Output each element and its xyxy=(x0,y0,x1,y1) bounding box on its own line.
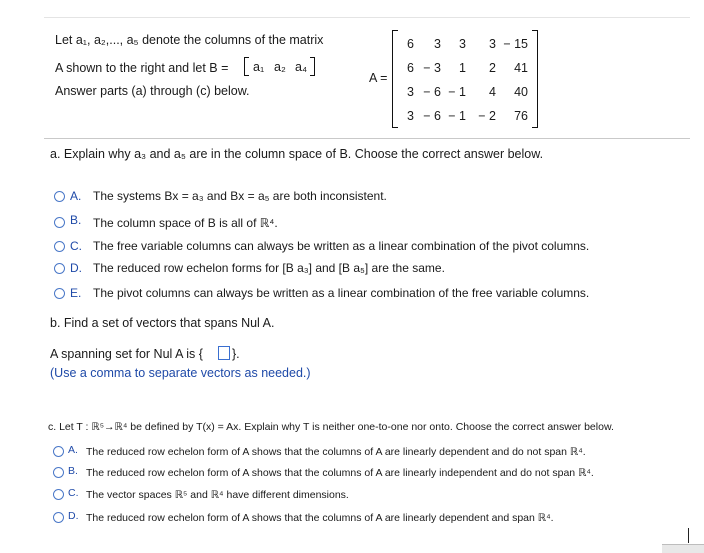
matrix-a xyxy=(392,30,538,128)
section-divider xyxy=(44,138,690,139)
part-a-option-e-text[interactable]: The pivot columns can always be written as a linear combination of the free variable columns. xyxy=(93,286,590,300)
part-c-option-a-text[interactable]: The reduced row echelon form of A shows that the columns of A are linearly dependent and do not span ℝ⁴. xyxy=(86,446,586,458)
part-c-option-d-text[interactable]: The reduced row echelon form of A shows that the columns of A are linearly dependent and span ℝ⁴. xyxy=(86,512,554,524)
part-c-option-a-radio[interactable] xyxy=(53,446,64,457)
part-a-option-e-letter: E. xyxy=(70,286,82,300)
b-col-2: a₂ xyxy=(274,60,286,74)
b-left-bracket xyxy=(244,57,249,76)
part-a-option-d-letter: D. xyxy=(70,261,82,275)
b-col-1: a₁ xyxy=(253,60,265,74)
part-b-answer-suffix: }. xyxy=(232,347,240,361)
part-c-option-b-letter: B. xyxy=(68,465,78,477)
part-a-question: a. Explain why a₃ and a₅ are in the column space of B. Choose the correct answer below. xyxy=(50,147,544,161)
matrix-cell: 6 xyxy=(407,37,414,51)
matrix-cell: 3 xyxy=(434,37,441,51)
part-b-question: b. Find a set of vectors that spans Nul A. xyxy=(50,316,275,330)
part-c-option-c-letter: C. xyxy=(68,487,79,499)
matrix-cell: 41 xyxy=(514,61,528,75)
part-a-option-a-radio[interactable] xyxy=(54,191,65,202)
part-a-option-d-text[interactable]: The reduced row echelon forms for [B a₃] and [B a₅] are the same. xyxy=(93,261,445,275)
part-c-question: c. Let T : ℝ⁵→ℝ⁴ be defined by T(x) = Ax. Explain why T is neither one-to-one nor onto. Choose the correct answer below. xyxy=(48,421,614,433)
part-a-option-d-radio[interactable] xyxy=(54,263,65,274)
part-a-option-c-radio[interactable] xyxy=(54,241,65,252)
part-c-option-c-radio[interactable] xyxy=(53,489,64,500)
matrix-cell: 3 xyxy=(407,85,414,99)
matrix-cell: − 1 xyxy=(448,85,466,99)
part-a-option-b-letter: B. xyxy=(70,213,82,227)
intro-line2 xyxy=(55,61,228,75)
matrix-cell: − 15 xyxy=(503,37,528,51)
part-a-option-c-text[interactable]: The free variable columns can always be written as a linear combination of the pivot columns. xyxy=(93,239,590,253)
matrix-cell: 4 xyxy=(489,85,496,99)
matrix-cell: 2 xyxy=(489,61,496,75)
b-matrix-bracket xyxy=(244,58,318,77)
part-a-option-b-radio[interactable] xyxy=(54,217,65,228)
part-a-option-a-letter: A. xyxy=(70,189,82,203)
intro-line2-text: A shown to the right and let B = xyxy=(55,61,229,75)
intro-line3: Answer parts (a) through (c) below. xyxy=(55,84,250,98)
part-a-option-c-letter: C. xyxy=(70,239,82,253)
matrix-cell: 3 xyxy=(459,37,466,51)
matrix-right-bracket xyxy=(532,30,538,128)
part-a-option-b-text[interactable]: The column space of B is all of ℝ⁴. xyxy=(93,216,278,230)
matrix-label: A = xyxy=(369,71,388,85)
part-b-answer-prefix: A spanning set for Nul A is { xyxy=(50,347,203,361)
matrix-cell: 3 xyxy=(407,109,414,123)
matrix-cell: − 3 xyxy=(423,61,441,75)
part-a-option-e-radio[interactable] xyxy=(54,288,65,299)
top-divider xyxy=(44,17,690,18)
b-right-bracket xyxy=(310,57,315,76)
part-b-hint: (Use a comma to separate vectors as needed.) xyxy=(50,366,311,380)
matrix-cell: − 1 xyxy=(448,109,466,123)
part-c-option-a-letter: A. xyxy=(68,444,78,456)
matrix-cell: − 2 xyxy=(478,109,496,123)
part-c-option-b-text[interactable]: The reduced row echelon form of A shows that the columns of A are linearly independent and do not span ℝ⁴. xyxy=(86,467,594,479)
part-a-option-a-text[interactable]: The systems Bx = a₃ and Bx = a₅ are both inconsistent. xyxy=(93,189,387,203)
part-c-option-b-radio[interactable] xyxy=(53,467,64,478)
matrix-cell: 3 xyxy=(489,37,496,51)
matrix-cell: − 6 xyxy=(423,85,441,99)
matrix-cell: 6 xyxy=(407,61,414,75)
text-cursor xyxy=(688,528,689,543)
matrix-cell: − 6 xyxy=(423,109,441,123)
matrix-cell: 40 xyxy=(514,85,528,99)
part-c-option-c-text[interactable]: The vector spaces ℝ⁵ and ℝ⁴ have different dimensions. xyxy=(86,489,349,501)
matrix-cell: 1 xyxy=(459,61,466,75)
matrix-cell: 76 xyxy=(514,109,528,123)
nul-a-answer-input[interactable] xyxy=(218,346,230,360)
intro-line1: Let a₁, a₂,..., a₅ denote the columns of the matrix xyxy=(55,33,324,47)
part-c-option-d-radio[interactable] xyxy=(53,512,64,523)
part-c-option-d-letter: D. xyxy=(68,510,79,522)
b-col-3: a₄ xyxy=(295,60,308,74)
